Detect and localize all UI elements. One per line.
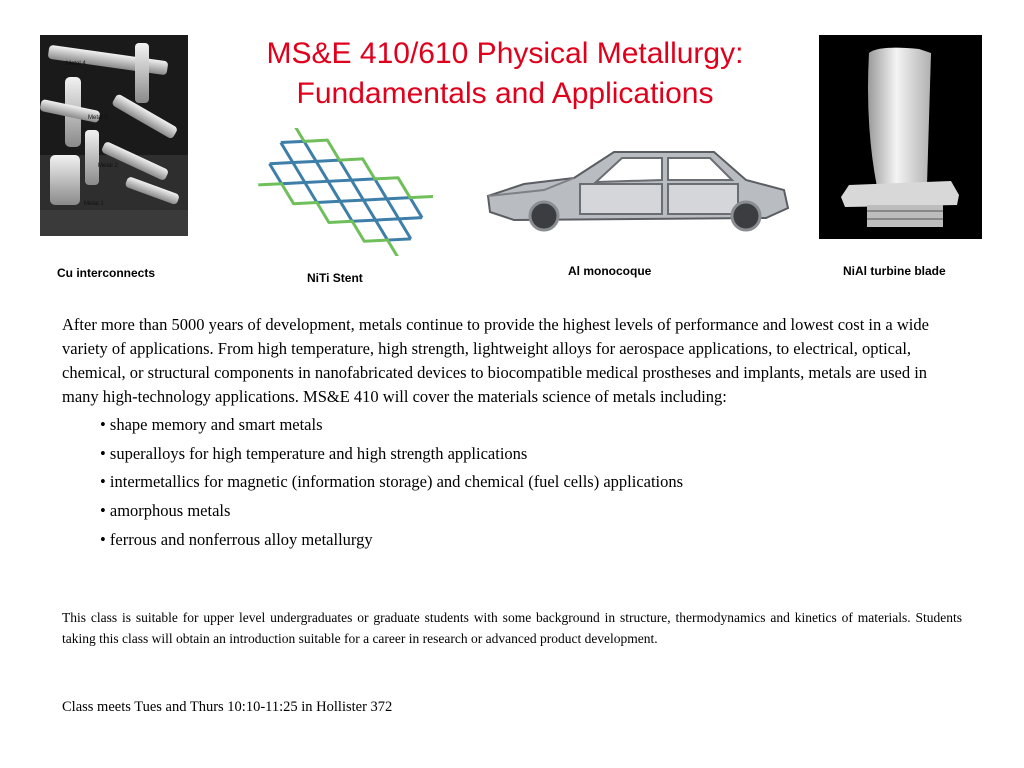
list-item: • amorphous metals [100, 501, 231, 521]
title-line-2: Fundamentals and Applications [296, 77, 714, 110]
nial-turbine-blade-image [819, 35, 982, 239]
al-monocoque-image [484, 146, 792, 234]
niti-stent-caption: NiTi Stent [307, 271, 363, 285]
course-description [62, 313, 962, 555]
list-item: • ferrous and nonferrous alloy metallurgy [100, 529, 373, 549]
schedule-text: Class meets Tues and Thurs 10:10-11:25 in Hollister 372 [62, 699, 393, 715]
cu-interconnects-caption: Cu interconnects [57, 266, 156, 280]
cu-interconnects-image [40, 35, 188, 236]
metal1-label: Metal 1 [84, 201, 104, 207]
list-item: • intermetallics for magnetic (information storage) and chemical (fuel cells) applications [100, 472, 684, 492]
metal4-label: Metal 4 [66, 61, 86, 67]
metal2-label: Metal 2 [98, 163, 118, 169]
intro-paragraph: After more than 5000 years of development, metals continue to provide the highest levels of performance and lowest cost in a wide variety of applications. From high temperature, high strength, lightweight alloys for aerospace applications, to electrical, optical, chemical, or structural components in nanofabricated devices to biocompatible medical prostheses and implants, metals are used in many high-technology applications. MS&E 410 will cover the materials science of metals including: [62, 315, 929, 406]
title-line-1: MS&E 410/610 Physical Metallurgy: [266, 37, 744, 70]
metal3-label: Metal 3 [88, 115, 108, 121]
list-item: • superalloys for high temperature and high strength applications [100, 443, 528, 463]
niti-stent-image [255, 128, 433, 256]
list-item: • shape memory and smart metals [100, 415, 323, 434]
topic-list [62, 411, 962, 555]
suitability-paragraph: This class is suitable for upper level undergraduates or graduate students with some background in structure, thermodynamics and kinetics of materials. Students taking this class will obtain an introduction suitable for a career in research or advanced product development. [62, 610, 962, 646]
al-monocoque-caption: Al monocoque [568, 264, 652, 278]
nial-turbine-blade-caption: NiAl turbine blade [843, 264, 946, 278]
